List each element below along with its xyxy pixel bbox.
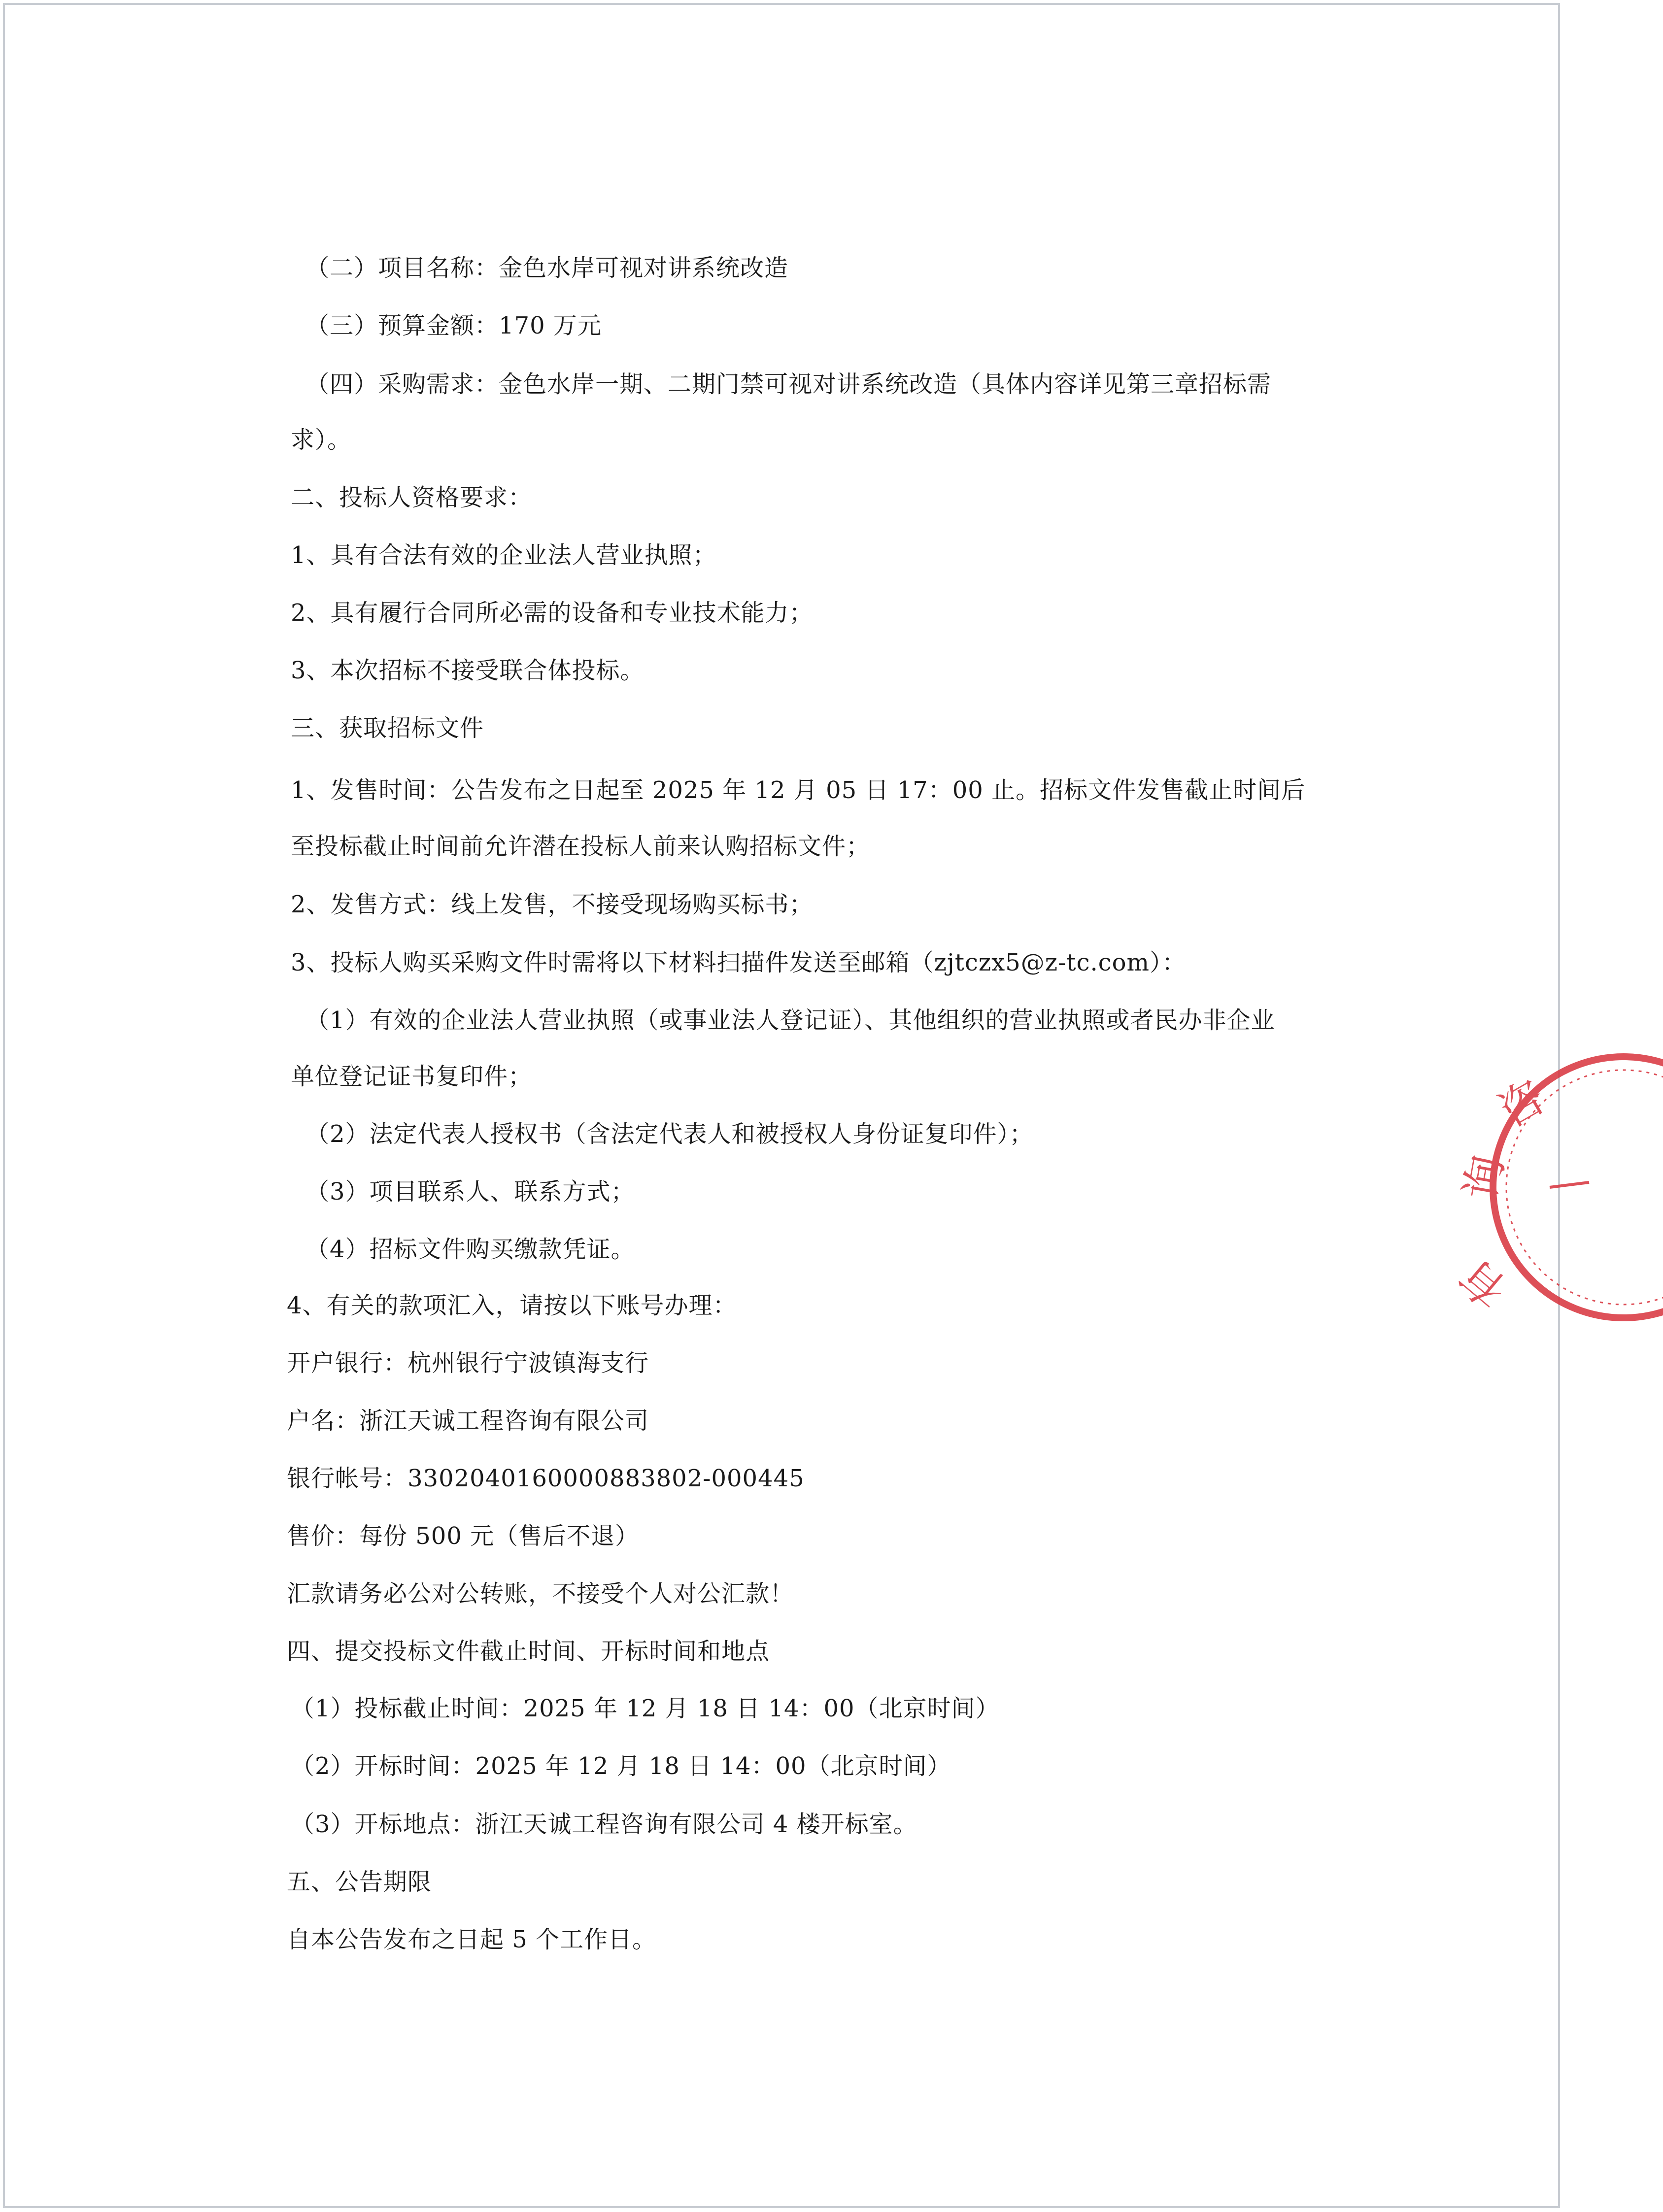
text-line: 3、投标人购买采购文件时需将以下材料扫描件发送至邮箱（zjtczx5@z-tc.com）：: [291, 949, 1187, 976]
text-line: 至投标截止时间前允许潜在投标人前来认购招标文件；: [291, 833, 871, 860]
text-line: 开户银行：杭州银行宁波镇海支行: [287, 1349, 649, 1377]
text-line: 单位登记证书复印件；: [291, 1063, 533, 1090]
text-line: 自本公告发布之日起 5 个工作日。: [287, 1926, 657, 1953]
svg-text:询: 询: [1455, 1151, 1514, 1204]
text-line: 户名：浙江天诚工程咨询有限公司: [287, 1407, 649, 1435]
svg-text:有: 有: [1450, 1249, 1518, 1317]
text-line: （二）项目名称：金色水岸可视对讲系统改造: [305, 254, 789, 282]
text-line: （3）项目联系人、联系方式；: [305, 1178, 635, 1206]
text-line: （2）法定代表人授权书（含法定代表人和被授权人身份证复印件）；: [305, 1120, 1034, 1148]
text-line: （2）开标时间：2025 年 12 月 18 日 14：00（北京时间）: [291, 1752, 951, 1780]
text-line: 4、有关的款项汇入，请按以下账号办理：: [287, 1292, 737, 1319]
text-line: 汇款请务必公对公转账，不接受个人对公汇款！: [287, 1580, 794, 1608]
svg-text:咨: 咨: [1490, 1071, 1554, 1138]
section-heading: 四、提交投标文件截止时间、开标时间和地点: [287, 1638, 770, 1665]
text-line: （1）投标截止时间：2025 年 12 月 18 日 14：00（北京时间）: [291, 1695, 1000, 1722]
text-line: （四）采购需求：金色水岸一期、二期门禁可视对讲系统改造（具体内容详见第三章招标需: [305, 370, 1272, 398]
text-line: （3）开标地点：浙江天诚工程咨询有限公司 4 楼开标室。: [291, 1810, 917, 1838]
text-line: （4）招标文件购买缴款凭证。: [305, 1236, 635, 1263]
text-line: （1）有效的企业法人营业执照（或事业法人登记证）、其他组织的营业执照或者民办非企业: [305, 1006, 1275, 1034]
text-line: 2、具有履行合同所必需的设备和专业技术能力；: [291, 599, 814, 627]
text-line: 3、本次招标不接受联合体投标。: [291, 657, 645, 684]
text-line: （三）预算金额：170 万元: [305, 312, 602, 339]
section-heading: 五、公告期限: [287, 1868, 432, 1896]
section-heading: 三、获取招标文件: [291, 714, 484, 742]
text-line: 银行帐号：3302040160000883802-000445: [287, 1465, 805, 1492]
text-line: 求）。: [291, 426, 352, 454]
text-line: 1、具有合法有效的企业法人营业执照；: [291, 541, 717, 569]
text-line: 2、发售方式：线上发售，不接受现场购买标书；: [291, 891, 814, 918]
text-line: 1、发售时间：公告发布之日起至 2025 年 12 月 05 日 17：00 止。招标文件发售截止时间后: [291, 776, 1306, 804]
text-line: 售价：每份 500 元（售后不退）: [287, 1522, 640, 1550]
section-heading: 二、投标人资格要求：: [291, 484, 533, 511]
